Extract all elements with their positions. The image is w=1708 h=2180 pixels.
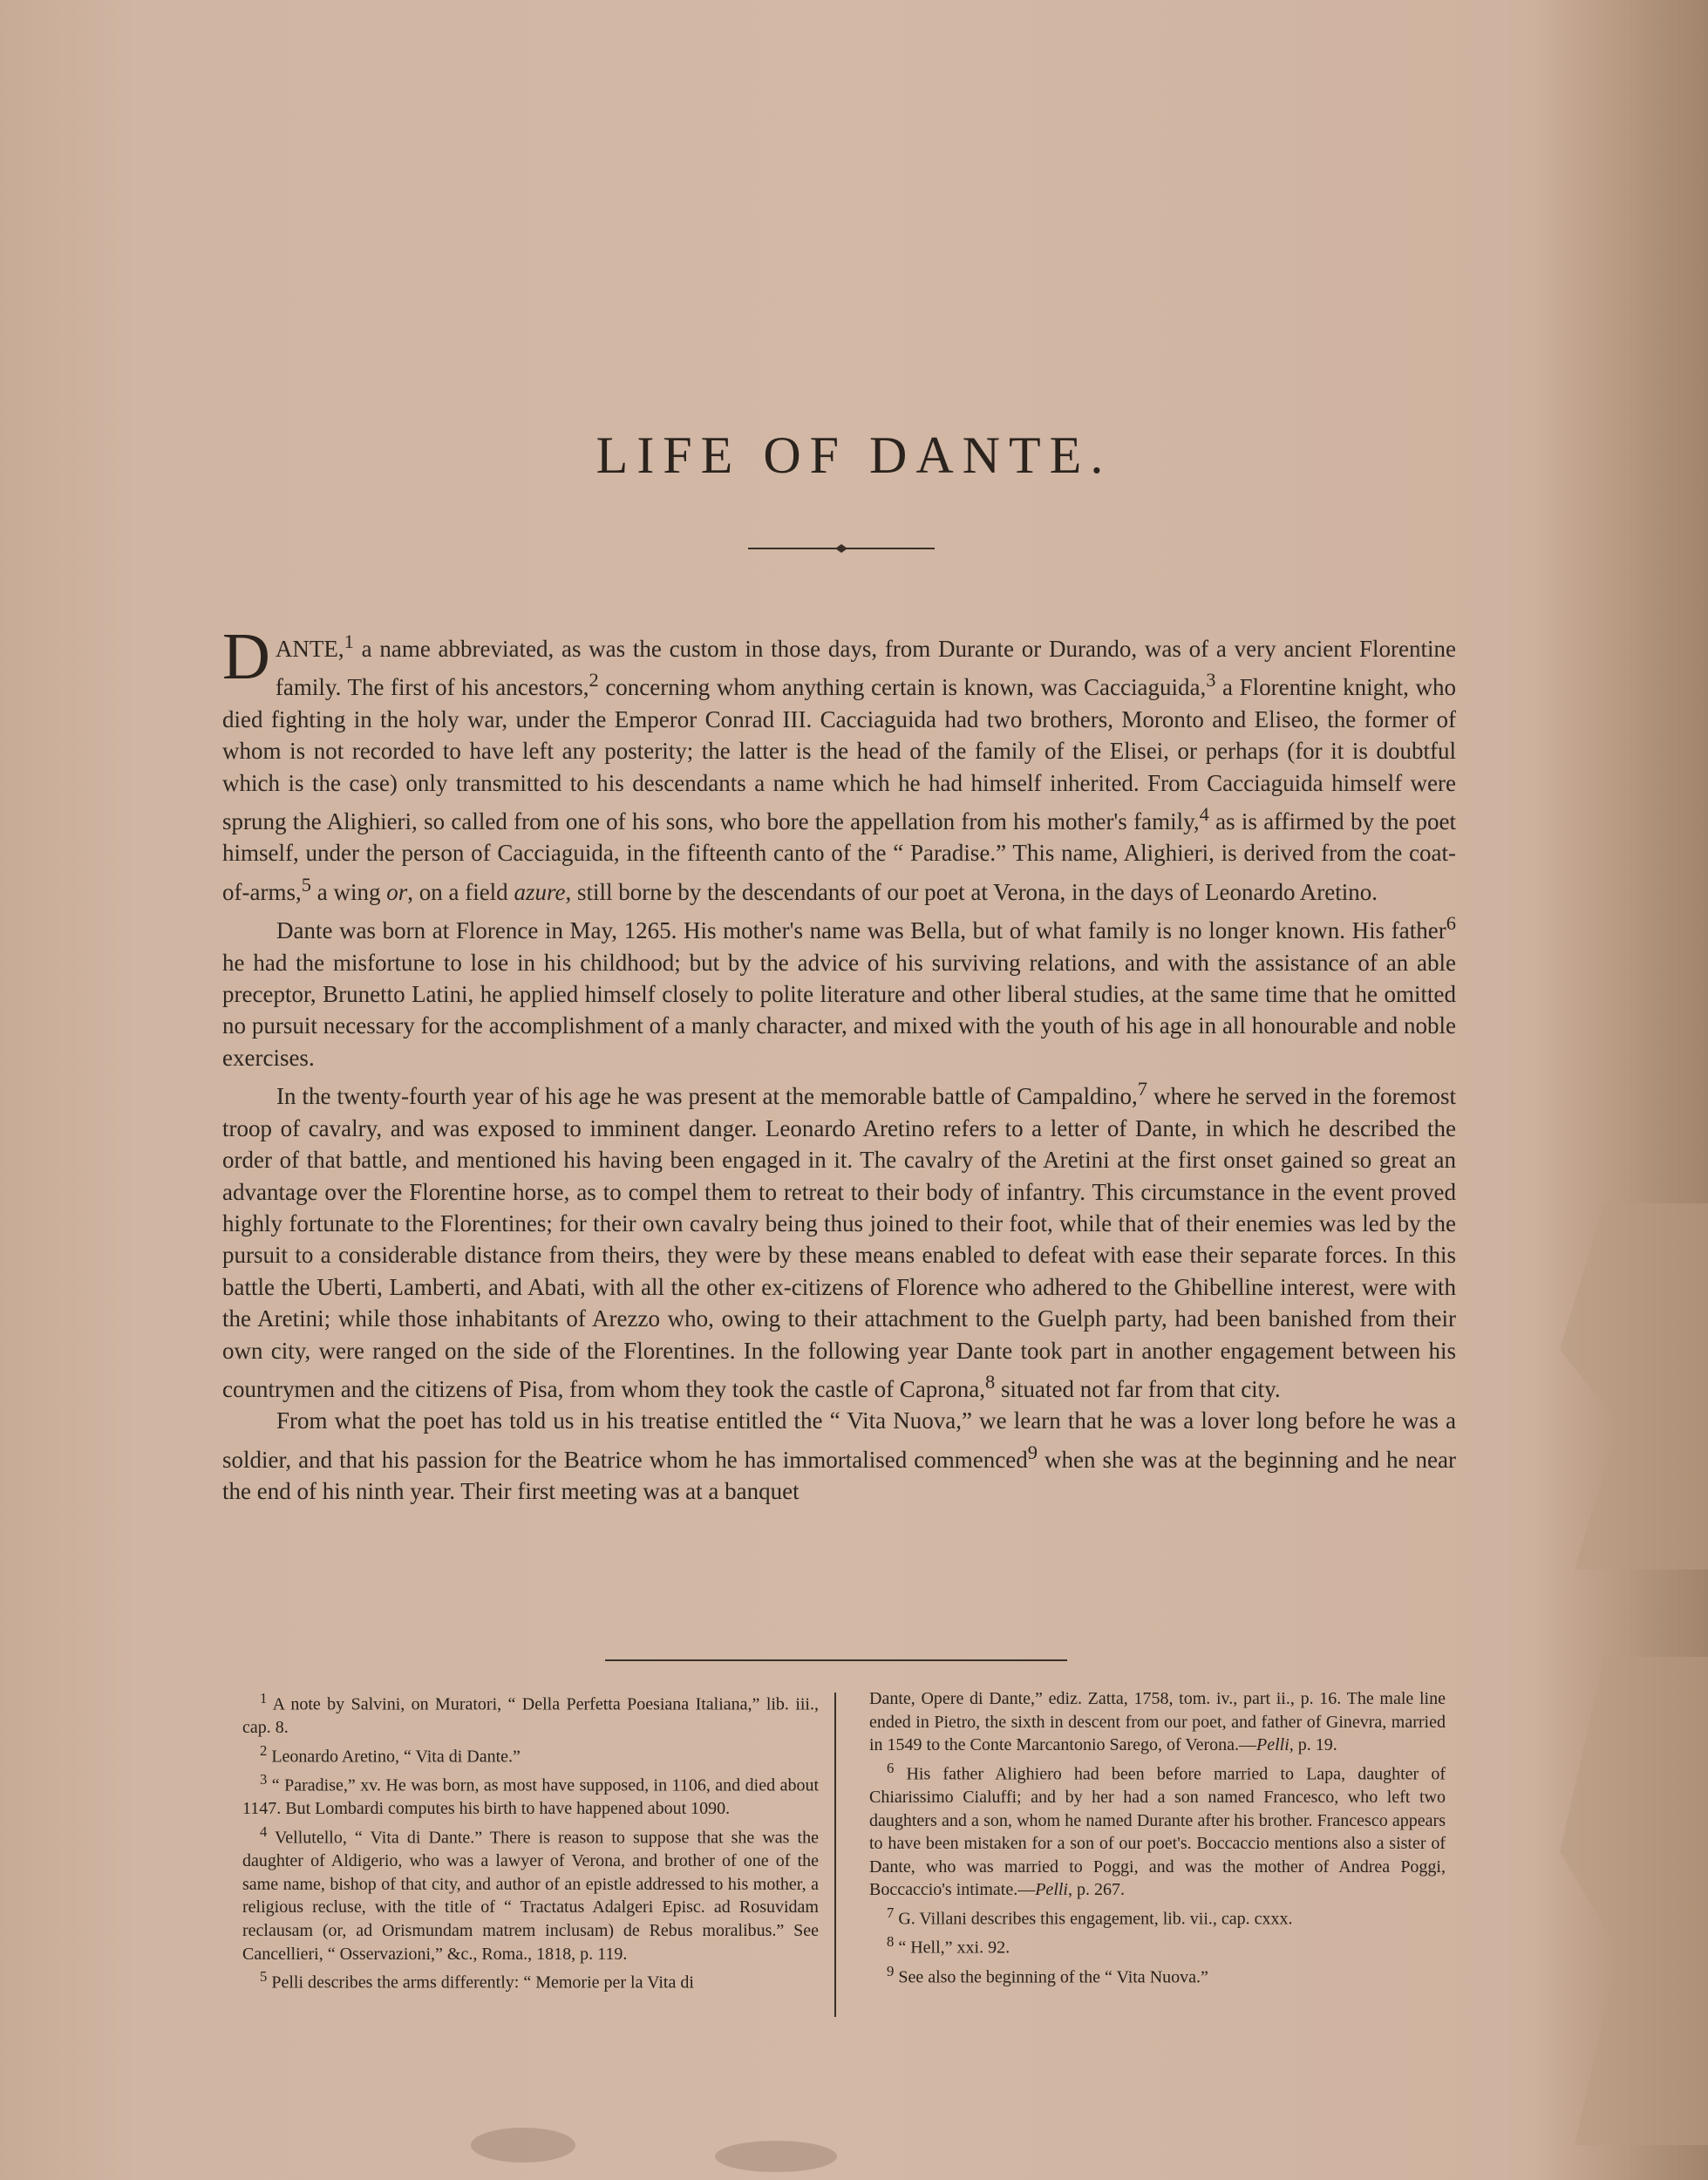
italic-term: Pelli [1255, 1735, 1290, 1755]
footnote-ref: 4 [1199, 803, 1209, 826]
italic-term: azure [514, 878, 566, 905]
text-run: From what the poet has told us in his treatise entitled the “ Vita Nuova,” we learn that he was a lover long before he was a soldier, and that his passion for the Beatrice whom he has immortalised commenced [222, 1407, 1456, 1473]
footnote-mark: 5 [260, 1968, 268, 1986]
italic-term: Pelli [1035, 1880, 1068, 1900]
footnote-2 [242, 1740, 819, 1768]
footnote-ref: 3 [1206, 669, 1216, 691]
footnote-ref: 7 [1137, 1078, 1147, 1100]
text-run: a name abbreviated, as was the custom in those days, from Durante or Durando, was of a very ancient Florentine family. The first of his ancestors, [275, 636, 1456, 701]
text-run: a Florentine knight, who died fighting in the holy war, under the Emperor Conrad III. Cacciaguida had two brothers, Moronto and Eliseo, the former of whom is not recorded to have left any posterity; the latter is the head of the family of the Elisei, or perhaps (for it is doubtful which is the case) only transmitted to his descendants a name which he had himself inherited. From Cacciaguida himself were sprung the Alighieri, so called from one of his sons, who bore the appellation from his mother's family, [222, 674, 1456, 835]
text-run: concerning whom anything certain is known, was Cacciaguida, [598, 674, 1207, 701]
footnote-4 [242, 1821, 819, 1965]
footnote-ref: 9 [1027, 1441, 1038, 1463]
footnote-text: “ Hell,” xxi. 92. [894, 1938, 1011, 1958]
footnote-ref: 6 [1446, 912, 1456, 935]
footnote-separator [605, 1659, 1067, 1661]
footnote-text: , p. 267. [1067, 1880, 1125, 1900]
footnote-1 [242, 1687, 819, 1740]
paragraph-4 [222, 1405, 1456, 1507]
footnote-8 [869, 1931, 1446, 1959]
footnote-mark: 7 [887, 1904, 895, 1921]
text-run: when she was at the beginning and he near the end of his ninth year. Their first meeting was at a banquet [222, 1446, 1456, 1505]
footnote-text: His father Alighiero had been before married to Lapa, daughter of Chiarissimo Cialuffi; and by her had a son named Francesco, who left two daughters and a son, whom he named Durante after his brother. Francesco appears to have been mistaken for a son of our poet's. Boccaccio mentions also a sister of Dante, who was married to Poggi, and was the mother of Andrea Poggi, Boccaccio's intimate.— [869, 1764, 1446, 1900]
title-ornament-rule [748, 542, 935, 555]
footnote-text: “ Paradise,” xv. He was born, as most have supposed, in 1106, and died about 1147. But Lombardi computes his birth to have happened about 1090. [242, 1775, 819, 1819]
italic-term: or [386, 878, 408, 905]
footnote-ref: 5 [301, 873, 311, 896]
footnote-6 [869, 1757, 1446, 1902]
footnote-ref: 1 [344, 630, 354, 652]
footnote-mark: 9 [887, 1962, 895, 1979]
paragraph-1 [222, 620, 1456, 908]
footnote-5 [242, 1965, 819, 1994]
text-run: where he served in the foremost troop of cavalry, and was exposed to imminent danger. Leonardo Aretino refers to a letter of Dante, in which he described the order of that battle, and mentioned his having been engaged in it. The cavalry of the Aretini at the first onset gained so great an advantage over the Florentine horse, as to compel them to retreat to their body of infantry. This circumstance in the event proved highly fortunate to the Florentines; for their own cavalry being thus joined to their foot, while that of their enemies was led by the pursuit to a considerable distance from theirs, they were by these means enabled to defeat with ease their separate forces. In this battle the Uberti, Lamberti, and Abati, with all the other ex-citizens of Florence who adhered to the Ghibelline interest, were with the Aretini; while those inhabitants of Arezzo who, owing to their attachment to the Guelph party, had been banished from their own city, were ranged on the side of the Florentines. In the following year Dante took part in another engagement between his countrymen and the citizens of Pisa, from whom they took the castle of Caprona, [222, 1083, 1457, 1402]
text-run: ANTE, [275, 636, 344, 662]
footnote-ref: 2 [589, 669, 599, 691]
footnote-text: Leonardo Aretino, “ Vita di Dante.” [267, 1747, 521, 1767]
footnote-text: See also the beginning of the “ Vita Nuova.” [894, 1967, 1208, 1987]
paper-scuff [715, 2141, 837, 2172]
text-run: as is affirmed by the poet himself, under the person of Cacciaguida, in the fifteenth canto of the “ Paradise.” This name, Alighieri, is derived from the coat-of-arms, [222, 808, 1456, 905]
page-title: LIFE OF DANTE. [595, 426, 1113, 484]
footnote-9 [869, 1960, 1446, 1989]
footnotes [242, 1687, 1446, 2022]
text-run: Dante was born at Florence in May, 1265. His mother's name was Bella, but of what family is no longer known. His father [276, 917, 1446, 944]
footnotes-left-column [242, 1687, 834, 2022]
footnote-ref: 8 [985, 1370, 996, 1393]
text-run: , still borne by the descendants of our poet at Verona, in the days of Leonardo Aretino. [565, 878, 1378, 905]
text-run: In the twenty-fourth year of his age he was present at the memorable battle of Campaldino, [276, 1083, 1138, 1110]
paragraph-3 [222, 1073, 1456, 1405]
footnote-mark: 3 [260, 1771, 268, 1788]
footnote-text: G. Villani describes this engagement, lib. vii., cap. cxxx. [894, 1909, 1293, 1929]
footnote-text: Dante, Opere di Dante,” ediz. Zatta, 1758, tom. iv., part ii., p. 16. The male line ended in Pietro, the sixth in descent from our poet, and father of Ginevra, married in 1549 to the Conte Marcantonio Sarego, of Verona.— [869, 1689, 1446, 1755]
footnote-mark: 4 [260, 1822, 268, 1840]
footnote-mark: 6 [887, 1759, 895, 1776]
footnote-text: Vellutello, “ Vita di Dante.” There is reason to suppose that she was the daughter of Aldigerio, who was a lawyer of Verona, and brother of one of the same name, bishop of that city, and author of an epistle addressed to his mother, a religious recluse, with the title of “ Tractatus Adalgeri Episc. ad Rosuvidam reclausam (or, ad Orismundam matrem inclusam) de Rebus moralibus.” See Cancellieri, “ Osservazioni,” &c., Roma., 1818, p. 119. [242, 1828, 819, 1964]
footnote-mark: 2 [260, 1741, 268, 1759]
main-text [222, 620, 1457, 1508]
footnote-3 [242, 1768, 819, 1821]
footnote-7 [869, 1902, 1446, 1931]
text-run: he had the misfortune to lose in his childhood; but by the advice of his surviving relations, and with the assistance of an able preceptor, Brunetto Latini, he applied himself closely to polite literature and other liberal studies, at the same time that he omitted no pursuit necessary for the accomplishment of a manly character, and mixed with the youth of his age in all honourable and noble exercises. [222, 949, 1456, 1071]
footnote-5-continued [869, 1687, 1446, 1757]
footnote-mark: 8 [887, 1933, 895, 1951]
footnote-text: , p. 19. [1289, 1735, 1337, 1755]
text-run: a wing [310, 878, 387, 905]
footnotes-right-column [836, 1687, 1446, 2022]
footnote-text: A note by Salvini, on Muratori, “ Della Perfetta Poesiana Italiana,” lib. iii., cap. 8. [242, 1694, 819, 1738]
text-run: , on a field [407, 878, 514, 905]
drop-cap: D [222, 620, 270, 693]
text-run: situated not far from that city. [995, 1375, 1281, 1402]
paper-scuff [471, 2128, 575, 2163]
footnote-mark: 1 [260, 1690, 268, 1707]
paragraph-2 [222, 908, 1456, 1073]
footnote-text: Pelli describes the arms differently: “ Memorie per la Vita di [267, 1972, 694, 1993]
